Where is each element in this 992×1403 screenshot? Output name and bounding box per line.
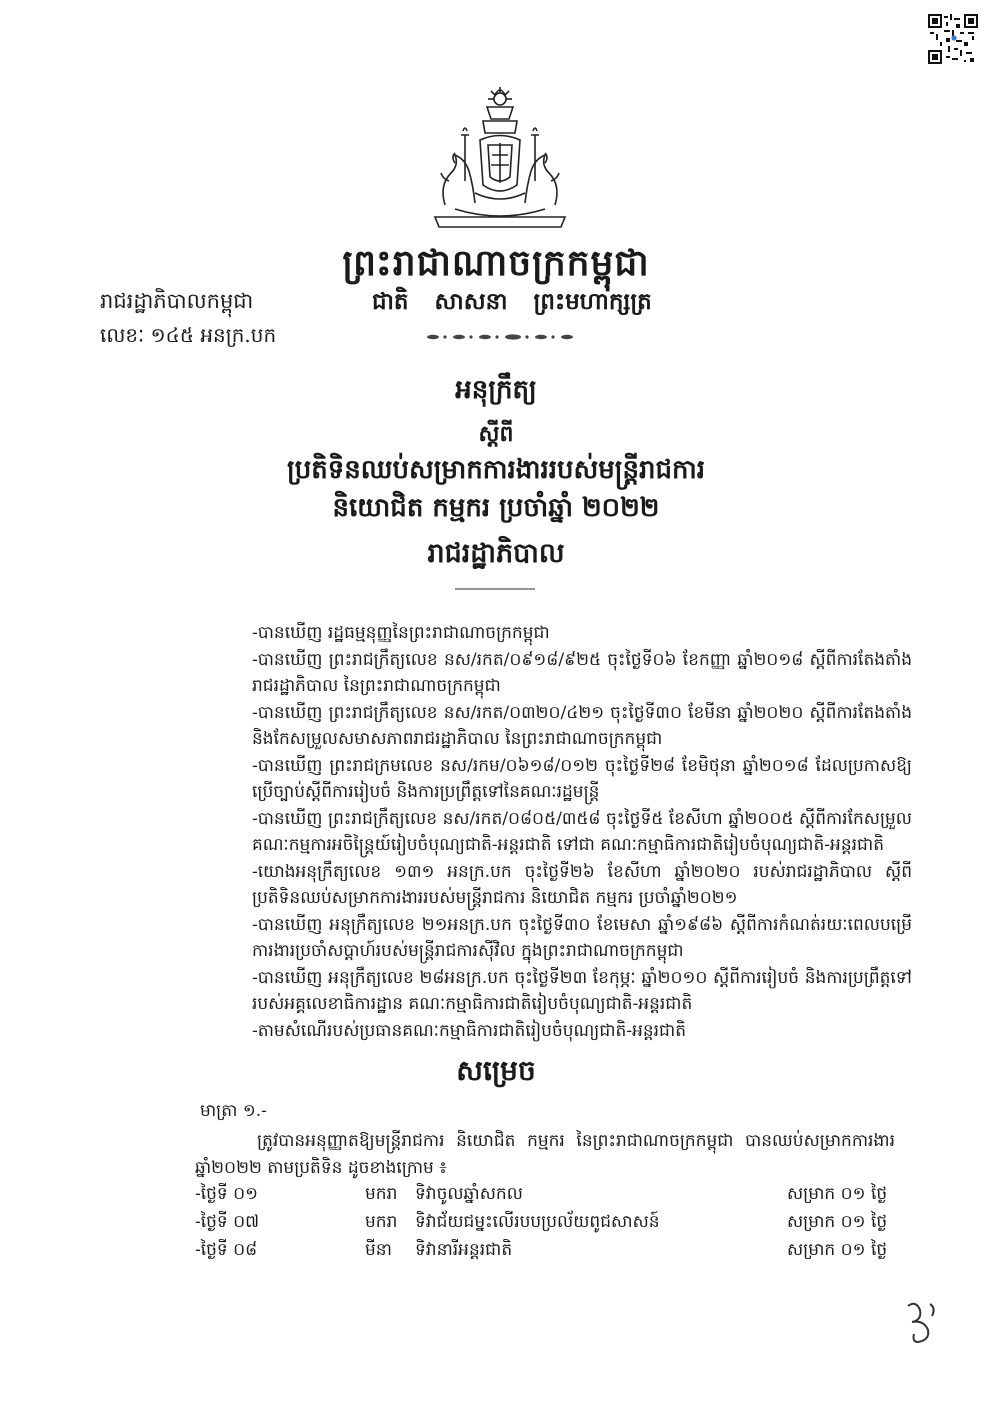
handwritten-initials: [902, 1298, 944, 1346]
reference-item: -យោងអនុក្រឹត្យលេខ ១៣១ អនក្រ.បក ចុះថ្ងៃទី២៦ ខែសីហា ឆ្នាំ២០២០ របស់រាជរដ្ឋាភិបាល ស្តីពីប្រតិទិនឈប់សម្រាកការងាររបស់មន្ត្រីរាជការ និយោជិត កម្មករ ប្រចាំឆ្នាំ២០២១: [252, 862, 912, 908]
holiday-leave: សម្រាក ០១ ថ្ងៃ: [787, 1240, 888, 1260]
holiday-row: [195, 1183, 895, 1209]
legal-references: [252, 620, 912, 1045]
qr-code: [928, 14, 978, 64]
document-type: អនុក្រឹត្យ: [455, 375, 537, 405]
subject-label: ស្តីពី: [478, 421, 514, 447]
reference-item: -បានឃើញ ព្រះរាជក្រឹត្យលេខ នស/រកត/០៨០៥/៣៥៨ ចុះថ្ងៃទី៥ ខែសីហា ឆ្នាំ២០០៥ ស្តីពីការកែសម្រួលគណៈកម្មការអចិន្ត្រៃយ៍រៀបចំបុណ្យជាតិ-អន្តរជាតិ ទៅជា គណៈកម្មាធិការជាតិរៀបចំបុណ្យជាតិ-អន្តរជាតិ: [252, 809, 912, 855]
title-divider: [455, 588, 535, 590]
decree-number: លេខៈ ១៤៥ អនក្រ.បក: [100, 323, 277, 347]
holiday-name: ទិវាចូលឆ្នាំសកល: [415, 1184, 523, 1204]
holiday-name: ទិវានារីអន្តរជាតិ: [415, 1240, 513, 1260]
holiday-leave: សម្រាក ០១ ថ្ងៃ: [787, 1212, 888, 1232]
decision-heading: សម្រេច: [456, 1054, 536, 1087]
holiday-day: -ថ្ងៃទី ០៨: [195, 1240, 258, 1260]
subject-line-1: ប្រតិទិនឈប់សម្រាកការងាររបស់មន្ត្រីរាជការ: [286, 455, 706, 485]
ministry-name: រាជរដ្ឋាភិបាលកម្ពុជា: [100, 289, 254, 313]
holiday-day: -ថ្ងៃទី ០១: [195, 1184, 259, 1204]
holiday-row: [195, 1239, 895, 1265]
article-label: មាត្រា ១.-: [200, 1101, 267, 1121]
holiday-name: ទិវាជ័យជម្នះលើរបបប្រល័យពូជសាសន៍: [415, 1212, 660, 1232]
subject-line-2: និយោជិត កម្មករ ប្រចាំឆ្នាំ ២០២២: [332, 493, 660, 523]
reference-item: -បានឃើញ អនុក្រឹត្យលេខ ២៨អនក្រ.បក ចុះថ្ងៃទី២៣ ខែកុម្ភៈ ឆ្នាំ២០១០ ស្តីពីការរៀបចំ និងការប្រព្រឹត្តទៅរបស់អគ្គលេខាធិការដ្ឋាន គណៈកម្មាធិការជាតិរៀបចំបុណ្យជាតិ-អន្តរជាតិ: [252, 968, 912, 1014]
reference-item: -បានឃើញ អនុក្រឹត្យលេខ ២១អនក្រ.បក ចុះថ្ងៃទី៣០ ខែមេសា ឆ្នាំ១៩៨៦ ស្តីពីការកំណត់រយៈពេលបម្រើការងារប្រចាំសប្តាហ៍របស់មន្ត្រីរាជការស៊ីវិល ក្នុងព្រះរាជាណាចក្រកម្ពុជា: [252, 915, 912, 961]
coat-of-arms-emblem: [425, 85, 575, 235]
holiday-leave: សម្រាក ០១ ថ្ងៃ: [787, 1184, 888, 1204]
kingdom-title: ព្រះរាជាណាចក្រកម្ពុជា: [342, 242, 650, 284]
article-intro: ត្រូវបានអនុញ្ញាតឱ្យមន្ត្រីរាជការ និយោជិត កម្មករ នៃព្រះរាជាណាចក្រកម្ពុជា បានឈប់សម្រាកការងារ ឆ្នាំ២០២២ តាមប្រតិទិន ដូចខាងក្រោម ៖: [195, 1131, 895, 1178]
holiday-month: មករា: [365, 1184, 398, 1204]
issuer-heading: រាជរដ្ឋាភិបាល: [427, 538, 565, 569]
reference-item: -បានឃើញ ព្រះរាជក្រឹត្យលេខ នស/រកត/០៩១៨/៩២៥ ចុះថ្ងៃទី០៦ ខែកញ្ញា ឆ្នាំ២០១៨ ស្តីពីការតែងតាំងរាជរដ្ឋាភិបាល នៃព្រះរាជាណាចក្រកម្ពុជា: [252, 650, 912, 696]
holiday-day: -ថ្ងៃទី ០៧: [195, 1212, 260, 1232]
reference-item: -បានឃើញ ព្រះរាជក្រឹត្យលេខ នស/រកត/០៣២០/៤២១ ចុះថ្ងៃទី៣០ ខែមីនា ឆ្នាំ២០២០ ស្តីពីការតែងតាំងនិងកែសម្រួលសមាសភាពរាជរដ្ឋាភិបាល នៃព្រះរាជាណាចក្រកម្ពុជា: [252, 703, 912, 749]
national-motto: ជាតិ សាសនា ព្រះមហាក្សត្រ: [372, 288, 652, 315]
holiday-month: មីនា: [365, 1240, 392, 1260]
holiday-row: [195, 1211, 895, 1237]
holiday-month: មករា: [365, 1212, 398, 1232]
ornament-divider: [425, 330, 585, 344]
reference-item: -បានឃើញ ព្រះរាជក្រមលេខ នស/រកម/០៦១៨/០១២ ចុះថ្ងៃទី២៨ ខែមិថុនា ឆ្នាំ២០១៨ ដែលប្រកាសឱ្យប្រើច្បាប់ស្តីពីការរៀបចំ និងការប្រព្រឹត្តទៅនៃគណៈរដ្ឋមន្ត្រី: [252, 756, 912, 802]
reference-item: -តាមសំណើរបស់ប្រធានគណៈកម្មាធិការជាតិរៀបចំបុណ្យជាតិ-អន្តរជាតិ: [252, 1021, 687, 1041]
reference-item: -បានឃើញ រដ្ឋធម្មនុញ្ញនៃព្រះរាជាណាចក្រកម្ពុជា: [252, 623, 550, 643]
